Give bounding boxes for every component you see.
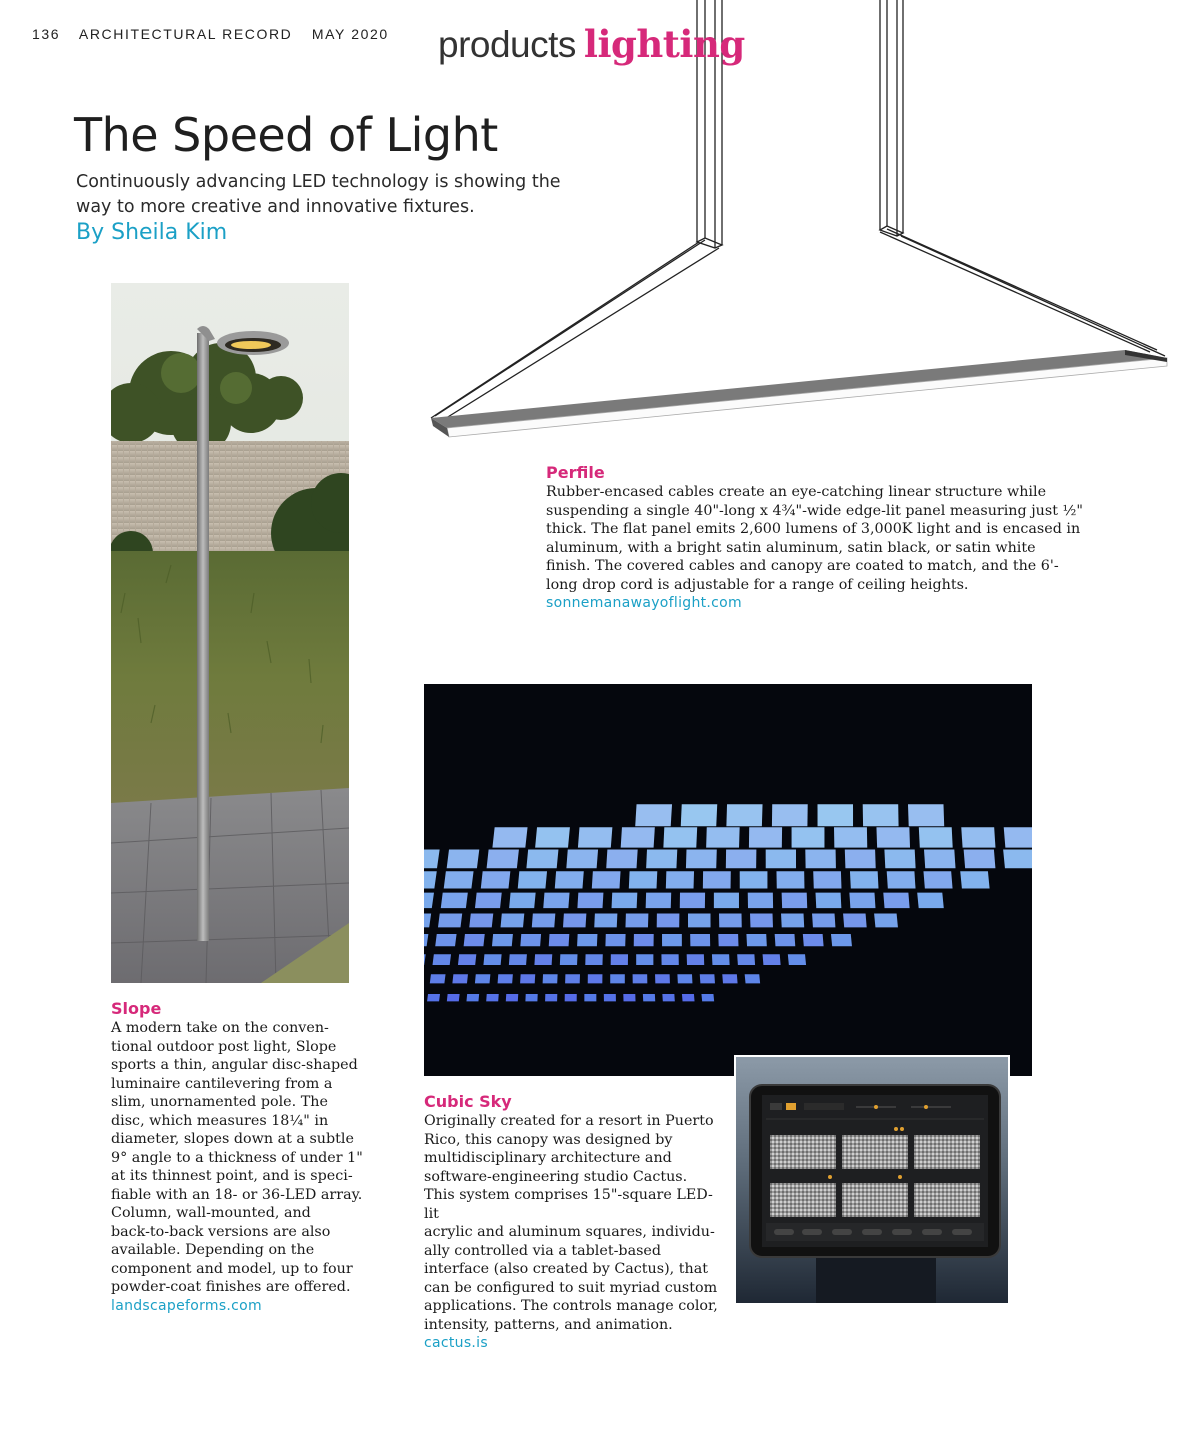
slope-body-line: fiable with an 18- or 36-LED array. bbox=[111, 1186, 363, 1203]
slope-body-line: luminaire cantilevering from a bbox=[111, 1075, 333, 1092]
article-deck bbox=[76, 170, 566, 220]
slope-body bbox=[111, 1019, 371, 1297]
section-prefix: products bbox=[438, 24, 576, 65]
cubic-sky-body-line: applications. The controls manage color, bbox=[424, 1298, 718, 1314]
slope-body-line: tional outdoor post light, Slope bbox=[111, 1038, 337, 1055]
cubic-sky-body-line: ally controlled via a tablet-based bbox=[424, 1242, 662, 1259]
slope-body-line: Column, wall-mounted, and bbox=[111, 1205, 311, 1221]
slope-body-line: 9° angle to a thickness of under 1" bbox=[111, 1149, 363, 1166]
byline: By Sheila Kim bbox=[76, 220, 228, 245]
perfile-title: Perfile bbox=[546, 463, 605, 482]
cubic-sky-body-line: Rico, this canopy was designed by bbox=[424, 1131, 673, 1148]
cubic-sky-body-line: software-engineering studio Cactus. bbox=[424, 1168, 688, 1185]
perfile-body-line: aluminum, with a bright satin aluminum, satin black, or satin white bbox=[546, 539, 1036, 556]
issue-date: MAY 2020 bbox=[311, 26, 389, 42]
cubic-sky-canopy-photo bbox=[424, 684, 1032, 1076]
cactus-tablet-interface-photo bbox=[734, 1055, 1010, 1305]
article-title: The Speed of Light bbox=[74, 108, 498, 162]
slope-body-line: A modern take on the conven- bbox=[111, 1020, 329, 1036]
page-number: 136 bbox=[32, 26, 61, 42]
section-title bbox=[438, 22, 745, 66]
slope-body-line: disc, which measures 18¼" in bbox=[111, 1112, 329, 1129]
cubic-sky-body-line: can be configured to suit myriad custom bbox=[424, 1279, 718, 1296]
publication-name: ARCHITECTURAL RECORD bbox=[78, 26, 293, 42]
slope-title: Slope bbox=[111, 999, 162, 1018]
cubic-sky-body-line: Originally created for a resort in Puerto bbox=[424, 1113, 714, 1129]
cubic-sky-title: Cubic Sky bbox=[424, 1092, 512, 1111]
slope-url[interactable]: landscapeforms.com bbox=[111, 1297, 262, 1314]
section-name: lighting bbox=[583, 22, 745, 66]
perfile-body-line: thick. The flat panel emits 2,600 lumens of 3,000K light and is encased in bbox=[546, 521, 1081, 537]
deck-line: Continuously advancing LED technology is showing the bbox=[76, 172, 561, 192]
running-header bbox=[32, 26, 403, 42]
slope-body-line: back-to-back versions are also bbox=[111, 1223, 331, 1240]
perfile-body-line: Rubber-encased cables create an eye-catching linear structure while bbox=[546, 484, 1047, 500]
cubic-sky-body-line: intensity, patterns, and animation. bbox=[424, 1316, 673, 1333]
perfile-body-line: suspending a single 40"-long x 4¾"-wide edge-lit panel measuring just ½" bbox=[546, 502, 1083, 519]
perfile-body-line: finish. The covered cables and canopy are coated to match, and the 6'- bbox=[546, 558, 1059, 574]
slope-post-light-photo bbox=[111, 283, 349, 983]
perfile-caption bbox=[546, 463, 1086, 611]
cubic-sky-url[interactable]: cactus.is bbox=[424, 1335, 488, 1351]
cubic-sky-body-line: This system comprises 15"-square LED-lit bbox=[424, 1187, 713, 1222]
slope-body-line: slim, unornamented pole. The bbox=[111, 1094, 328, 1110]
cubic-sky-body-line: acrylic and aluminum squares, individu- bbox=[424, 1224, 715, 1240]
perfile-body bbox=[546, 483, 1086, 594]
cubic-sky-body-line: multidisciplinary architecture and bbox=[424, 1150, 672, 1166]
cubic-sky-body-line: interface (also created by Cactus), that bbox=[424, 1261, 708, 1277]
perfile-body-line: long drop cord is adjustable for a range of ceiling heights. bbox=[546, 576, 969, 593]
slope-body-line: sports a thin, angular disc-shaped bbox=[111, 1057, 358, 1073]
perfile-pendant-photo bbox=[425, 0, 1185, 445]
cubic-sky-body bbox=[424, 1112, 724, 1334]
slope-caption bbox=[111, 999, 371, 1314]
slope-body-line: at its thinnest point, and is speci- bbox=[111, 1168, 353, 1184]
slope-body-line: diameter, slopes down at a subtle bbox=[111, 1131, 354, 1147]
slope-body-line: component and model, up to four bbox=[111, 1260, 353, 1277]
slope-body-line: available. Depending on the bbox=[111, 1242, 315, 1258]
deck-line: way to more creative and innovative fixtures. bbox=[76, 197, 475, 217]
perfile-url[interactable]: sonnemanawayoflight.com bbox=[546, 595, 742, 611]
slope-body-line: powder-coat finishes are offered. bbox=[111, 1279, 351, 1295]
cubic-sky-caption bbox=[424, 1092, 724, 1351]
